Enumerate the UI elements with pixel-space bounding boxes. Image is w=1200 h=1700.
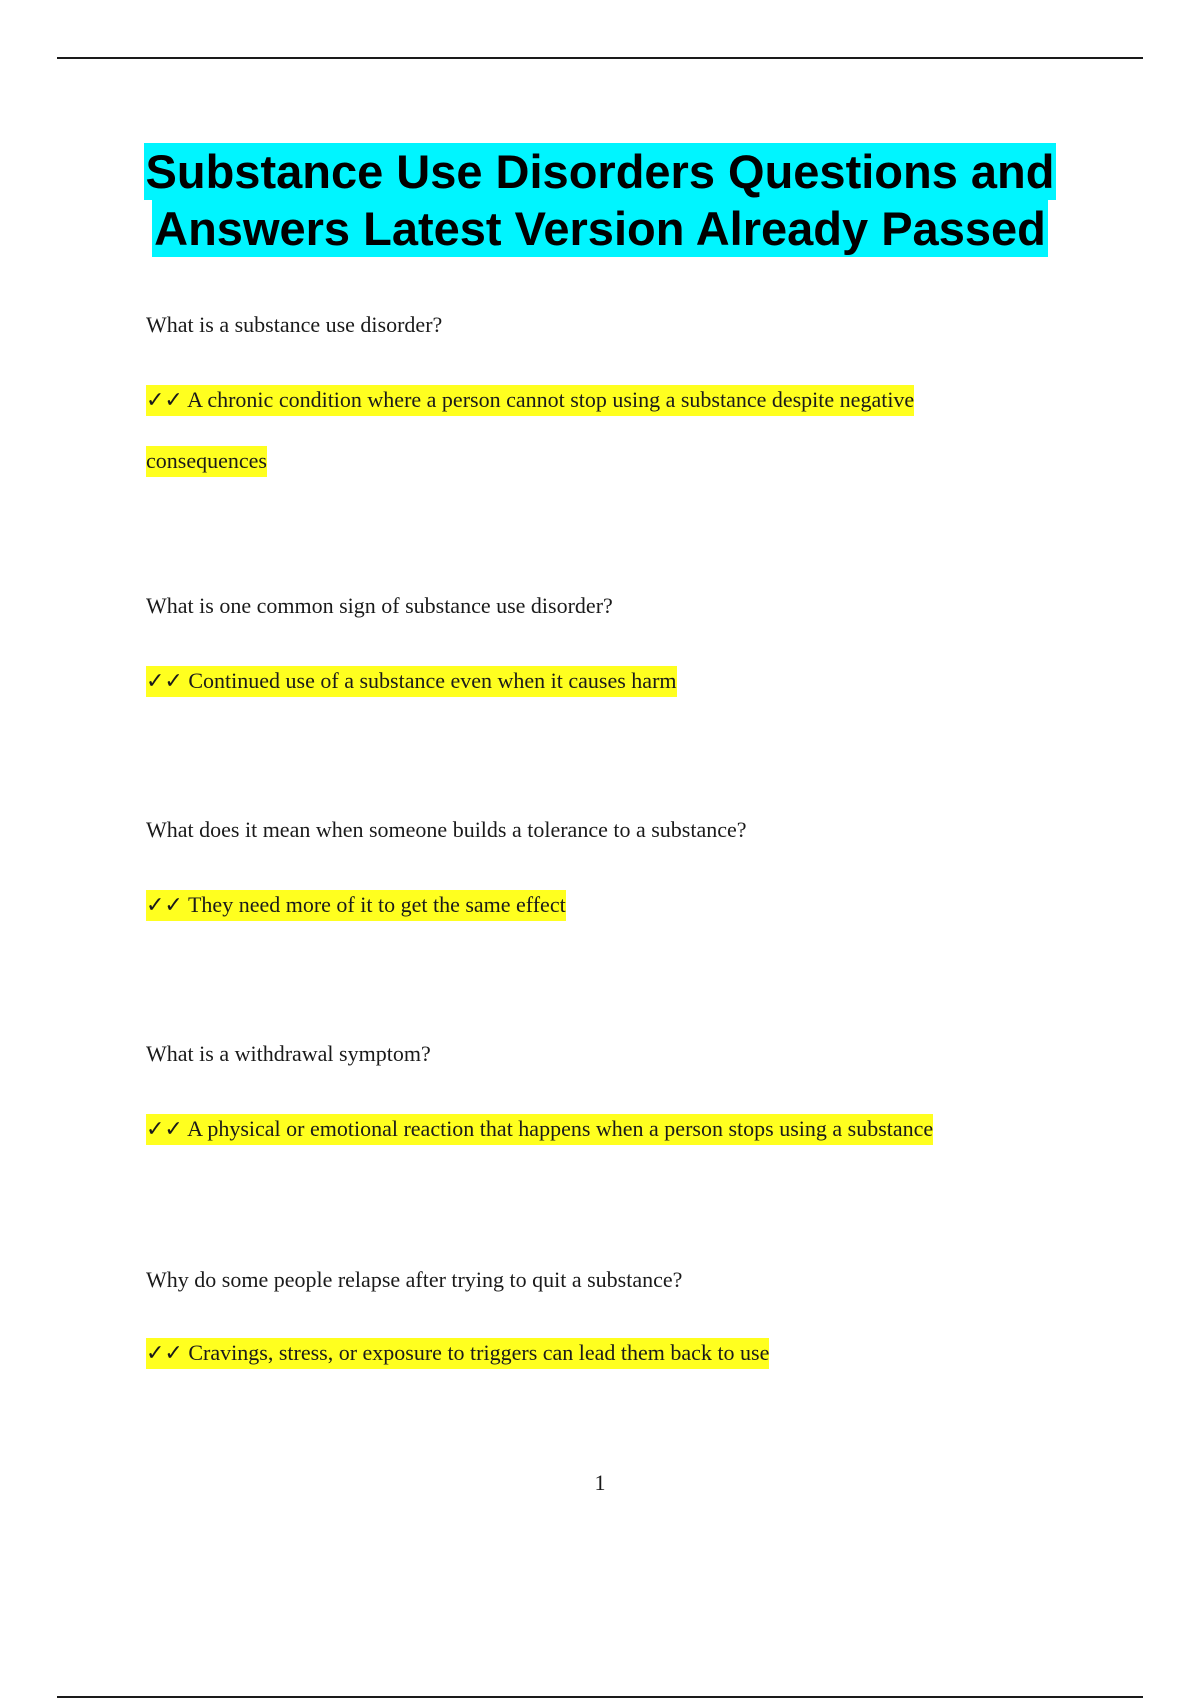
answer-1-line-2 bbox=[146, 446, 914, 476]
answer-highlight bbox=[146, 666, 677, 697]
answer-2 bbox=[146, 666, 677, 697]
answer-text: They need more of it to get the same effect bbox=[187, 892, 566, 917]
answer-highlight bbox=[146, 1114, 933, 1145]
answer-text: Continued use of a substance even when it causes harm bbox=[188, 668, 677, 693]
answer-5-line-1 bbox=[146, 1338, 769, 1369]
answer-highlight bbox=[146, 1338, 769, 1369]
answer-highlight bbox=[146, 890, 566, 921]
question-5: Why do some people relapse after trying to quit a substance? bbox=[146, 1267, 683, 1292]
answer-2-line-1 bbox=[146, 666, 677, 697]
answer-highlight bbox=[146, 385, 914, 416]
answer-3 bbox=[146, 890, 566, 921]
question-2: What is one common sign of substance use disorder? bbox=[146, 593, 613, 618]
answer-4-line-1 bbox=[146, 1114, 933, 1145]
answer-text: consequences bbox=[146, 448, 267, 473]
title-line-1: Substance Use Disorders Questions and bbox=[145, 145, 1055, 198]
check-mark-icon: ✓✓ bbox=[146, 1341, 183, 1366]
answer-1-line-1 bbox=[146, 385, 914, 446]
page-number: 1 bbox=[594, 1470, 606, 1495]
question-3: What does it mean when someone builds a tolerance to a substance? bbox=[146, 817, 747, 842]
check-mark-icon: ✓✓ bbox=[146, 388, 183, 413]
answer-highlight bbox=[146, 446, 267, 477]
check-mark-icon: ✓✓ bbox=[146, 893, 183, 918]
answer-1 bbox=[146, 385, 914, 476]
question-4: What is a withdrawal symptom? bbox=[146, 1041, 431, 1066]
check-mark-icon: ✓✓ bbox=[146, 669, 183, 694]
answer-4 bbox=[146, 1114, 933, 1145]
answer-3-line-1 bbox=[146, 890, 566, 921]
answer-5 bbox=[146, 1338, 769, 1369]
title-line-2: Answers Latest Version Already Passed bbox=[154, 202, 1046, 255]
bottom-rule bbox=[57, 1696, 1143, 1698]
answer-text: A chronic condition where a person cannot stop using a substance despite negative bbox=[187, 387, 915, 412]
check-mark-icon: ✓✓ bbox=[146, 1117, 183, 1142]
question-1: What is a substance use disorder? bbox=[146, 312, 443, 337]
answer-text: Cravings, stress, or exposure to triggers can lead them back to use bbox=[188, 1340, 770, 1365]
answer-text: A physical or emotional reaction that happens when a person stops using a substance bbox=[187, 1116, 934, 1141]
